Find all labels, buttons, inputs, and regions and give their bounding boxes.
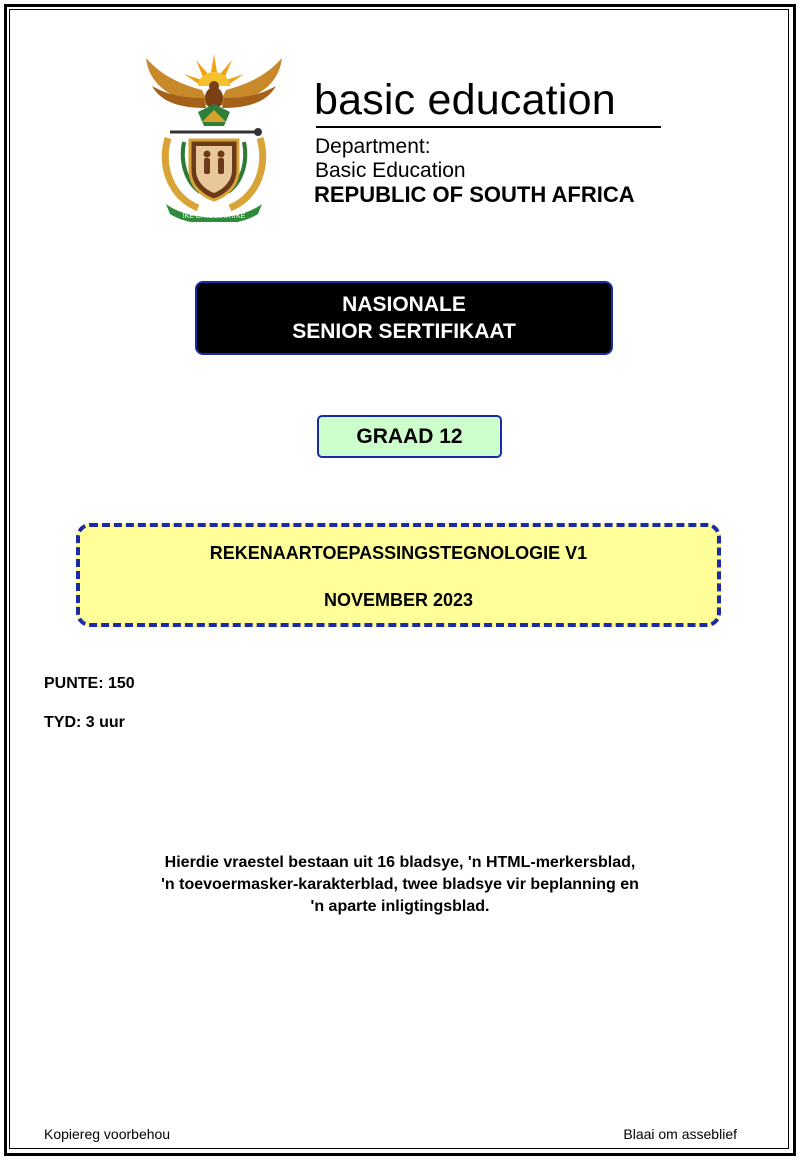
grade-badge — [317, 415, 502, 458]
brand-name: basic education — [314, 76, 616, 124]
department-line-1: Department: — [315, 135, 431, 158]
brand-rule — [316, 126, 661, 128]
time-label: TYD: 3 uur — [44, 714, 125, 731]
footer-turn-over: Blaai om asseblief — [623, 1126, 737, 1142]
exam-date: NOVEMBER 2023 — [323, 590, 474, 610]
subject-title: REKENAARTOEPASSINGSTEGNOLOGIE V1 — [209, 543, 588, 563]
paper-info-line-3: 'n aparte inligtingsblad. — [310, 898, 490, 915]
certificate-banner — [195, 281, 613, 355]
subject-box — [76, 523, 721, 627]
certificate-line-1: NASIONALE — [342, 293, 466, 316]
emblem-motto: !KE E: /XARRA //KE — [182, 213, 246, 220]
footer-copyright: Kopiereg voorbehou — [44, 1126, 171, 1142]
country-name: REPUBLIC OF SOUTH AFRICA — [314, 182, 635, 207]
marks-label: PUNTE: 150 — [44, 675, 135, 692]
paper-info — [100, 852, 700, 918]
paper-info-line-1: Hierdie vraestel bestaan uit 16 bladsye, 'n HTML-merkersblad, — [164, 854, 636, 871]
coat-of-arms-icon — [140, 46, 288, 222]
paper-info-line-2: 'n toevoermasker-karakterblad, twee bladsye vir beplanning en — [161, 876, 639, 893]
department-line-2: Basic Education — [315, 159, 466, 182]
certificate-line-2: SENIOR SERTIFIKAAT — [292, 320, 516, 343]
grade-label: GRAAD 12 — [356, 424, 463, 448]
